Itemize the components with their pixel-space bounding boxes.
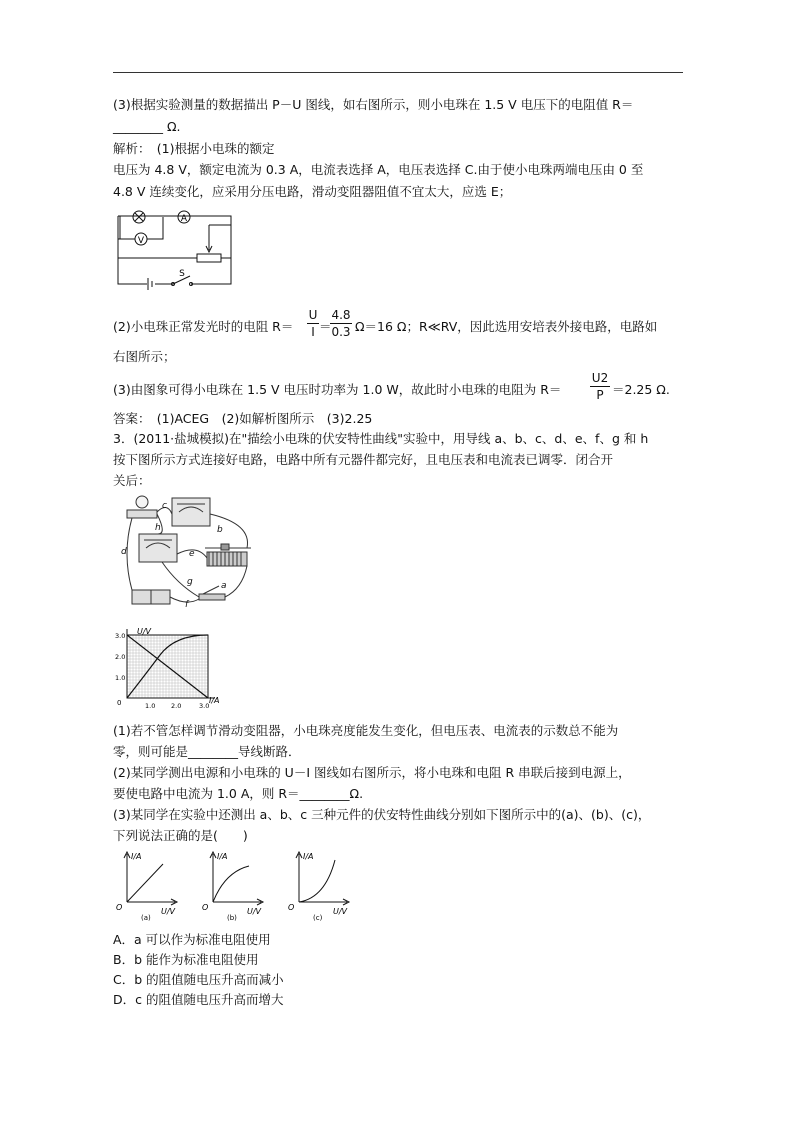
q3-line2: 按下图所示方式连接好电路，电路中所有元器件都完好，且电压表和电流表已调零．闭合开 [113, 452, 614, 467]
graph-ylabel: U/V [137, 627, 152, 636]
voltmeter-label: V [137, 236, 145, 246]
sub2-line1: (2)某同学测出电源和小电珠的 U－I 图线如右图所示，将小电珠和电阻 R 串联后接到电源上， [113, 765, 631, 780]
analysis-line1: 解析： (1)根据小电珠的额定 [113, 141, 275, 156]
graph-xtick-1: 1.0 [145, 702, 156, 710]
curve-c [299, 860, 335, 902]
sub3-line2: 下列说法正确的是( ) [113, 828, 248, 843]
q3-line1: 3．(2011·盐城模拟)在"描绘小电珠的伏安特性曲线"实验中，用导线 a、b、c、d、e、f、g 和 h [113, 431, 649, 446]
a3-frac-den: P [596, 388, 604, 402]
sub2-line2: 要使电路中电流为 1.0 A，则 R＝________Ω. [113, 786, 364, 801]
a3-prefix: (3)由图象可得小电珠在 1.5 V 电压时功率为 1.0 W，故此时小电珠的电阻为 R＝ [113, 382, 562, 397]
graph-a-ylabel: I/A [131, 852, 142, 861]
graph-xlabel: I/A [209, 696, 220, 705]
a2-fraction-values [330, 308, 352, 339]
wire-label-f: f [185, 600, 189, 610]
q3-prev-line2: ________ Ω. [113, 119, 181, 134]
a2-equals: ＝ [319, 319, 332, 334]
a2-frac1-num: U [308, 308, 318, 322]
a3-fraction [590, 371, 610, 402]
ui-graph [115, 625, 225, 715]
switch-label: S [179, 269, 185, 279]
graph-a-caption: (a) [141, 914, 151, 922]
a2-suffix: Ω＝16 Ω；R≪RV，因此选用安培表外接电路，电路如 [355, 319, 658, 334]
a3-frac-num: U2 [591, 371, 609, 385]
graph-a-origin: O [116, 903, 123, 912]
ammeter-label: A [180, 214, 188, 224]
a2-prefix: (2)小电珠正常发光时的电阻 R＝ [113, 319, 294, 334]
wire-label-b: b [217, 525, 223, 535]
graph-c-origin: O [288, 903, 295, 912]
a2-line2: 右图所示； [113, 349, 176, 364]
graph-c-caption: (c) [313, 914, 323, 922]
graph-a-xlabel: U/V [161, 907, 176, 916]
sub1-line2: 零，则可能是________导线断路． [113, 744, 301, 759]
graph-b-xlabel: U/V [247, 907, 262, 916]
graph-xtick-2: 2.0 [171, 702, 182, 710]
apparatus-illustration [117, 494, 267, 609]
a2-frac2-den: 0.3 [331, 325, 351, 339]
option-a: A．a 可以作为标准电阻使用 [113, 932, 271, 947]
wire-label-h: h [155, 523, 161, 533]
wire-label-a: a [221, 581, 227, 591]
graph-ytick-3: 3.0 [115, 632, 126, 640]
sub1-line1: (1)若不管怎样调节滑动变阻器，小电珠亮度能发生变化，但电压表、电流表的示数总不能为 [113, 723, 619, 738]
analysis-line2: 电压为 4.8 V，额定电流为 0.3 A，电流表选择 A，电压表选择 C.由于使小电珠两端电压由 0 至 [113, 162, 644, 177]
wire-label-d: d [121, 547, 127, 557]
graph-c-xlabel: U/V [333, 907, 348, 916]
curve-b [213, 866, 249, 902]
graph-xtick-3: 3.0 [199, 702, 210, 710]
option-b: B．b 能作为标准电阻使用 [113, 952, 259, 967]
graph-origin: 0 [117, 699, 122, 707]
wire-label-c: c [162, 501, 167, 511]
curve-a [127, 864, 163, 902]
q3-line3: 关后： [113, 473, 151, 488]
circuit-diagram [113, 206, 238, 296]
wire-label-e: e [189, 549, 195, 559]
graph-ytick-1: 1.0 [115, 674, 126, 682]
a2-fraction-ui [307, 308, 319, 339]
a2-frac1-den: I [311, 325, 315, 339]
analysis-line3: 4.8 V 连续变化，应采用分压电路，滑动变阻器阻值不宜太大，应选 E； [113, 184, 512, 199]
graph-ytick-2: 2.0 [115, 653, 126, 661]
a3-suffix: ＝2.25 Ω. [612, 382, 670, 397]
wire-label-g: g [187, 577, 193, 587]
iv-curves-graphs [113, 850, 373, 922]
graph-b-caption: (b) [227, 914, 237, 922]
graph-b-origin: O [202, 903, 209, 912]
option-d: D．c 的阻值随电压升高而增大 [113, 992, 284, 1007]
q3-prev-line1: (3)根据实验测量的数据描出 P－U 图线，如右图所示，则小电珠在 1.5 V 电压下的电阻值 R＝ [113, 97, 634, 112]
sub3-line1: (3)某同学在实验中还测出 a、b、c 三种元件的伏安特性曲线分别如下图所示中的(a)、(b)、(c)， [113, 807, 651, 822]
option-c: C．b 的阻值随电压升高而减小 [113, 972, 284, 987]
a2-frac2-num: 4.8 [331, 308, 351, 322]
graph-c-ylabel: I/A [303, 852, 314, 861]
answer-line: 答案： (1)ACEG (2)如解析图所示 (3)2.25 [113, 411, 373, 426]
graph-b-ylabel: I/A [217, 852, 228, 861]
header-rule [113, 72, 683, 73]
